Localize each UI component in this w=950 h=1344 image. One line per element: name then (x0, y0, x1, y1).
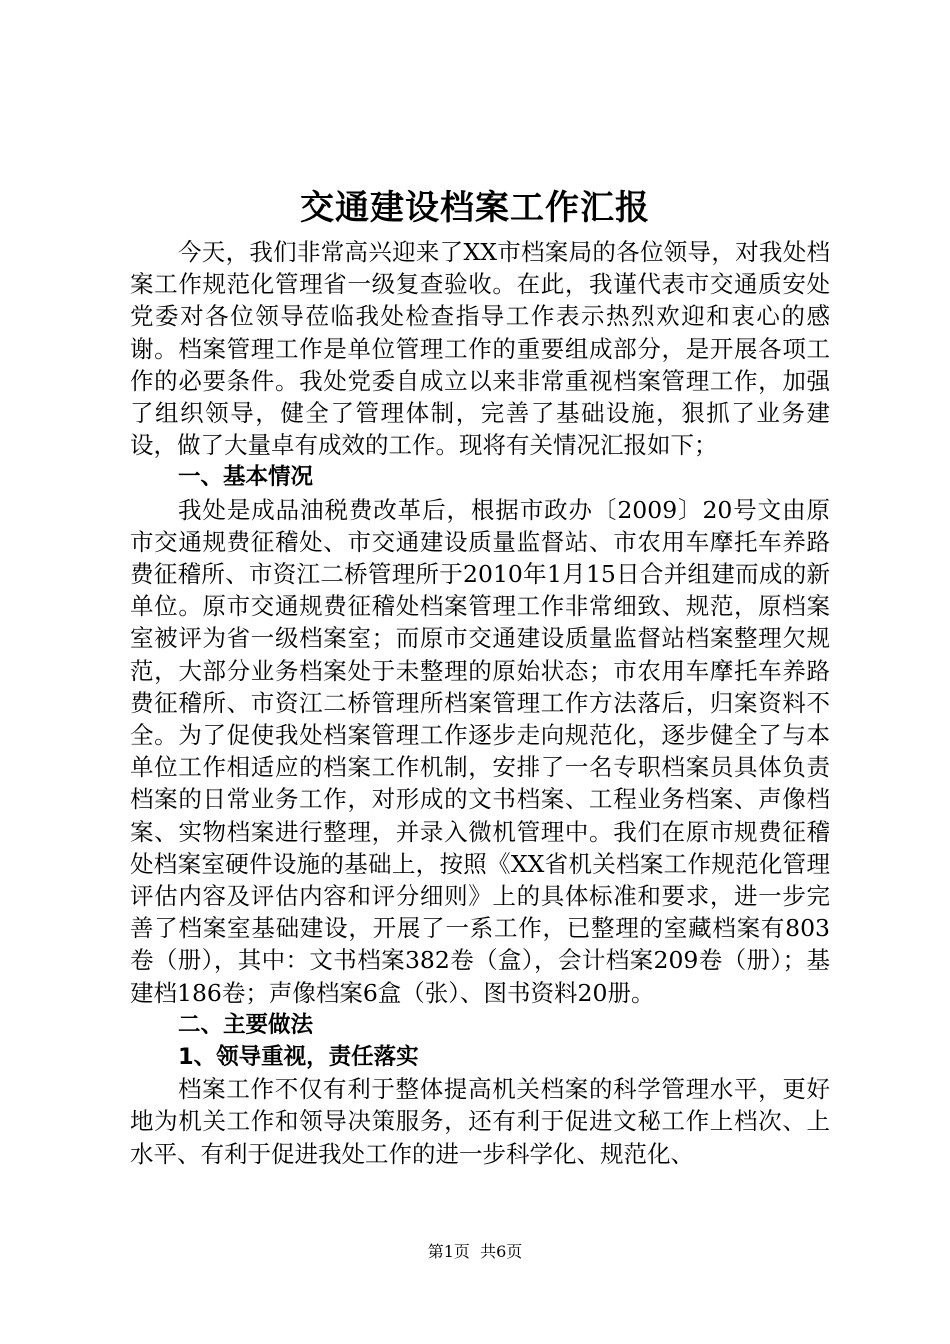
basic-situation-paragraph: 我处是成品油税费改革后，根据市政办〔2009〕20号文由原市交通规费征稽处、市交通建设质量监督站、市农用车摩托车养路费征稽所、市资江二桥管理所于2010年1月15日合并组建而成的新单位。原市交通规费征稽处档案管理工作非常细致、规范，原档案室被评为省一级档案室；而原市交通建设质量监督站档案整理欠规范，大部分业务档案处于未整理的原始状态；市农用车摩托车养路费征稽所、市资江二桥管理所档案管理工作方法落后，归案资料不全。为了促使我处档案管理工作逐步走向规范化，逐步健全了与本单位工作相适应的档案工作机制，安排了一名专职档案员具体负责档案的日常业务工作，对形成的文书档案、工程业务档案、声像档案、实物档案进行整理，并录入微机管理中。我们在原市规费征稽处档案室硬件设施的基础上，按照《XX省机关档案工作规范化管理评估内容及评估内容和评分细则》上的具体标准和要求，进一步完善了档案室基础建设，开展了一系工作，已整理的室藏档案有803卷（册），其中：文书档案382卷（盒），会计档案209卷（册）；基建档186卷；声像档案6盒（张）、图书资料20册。 (130, 495, 830, 1007)
page-total: 共6页 (480, 1242, 523, 1261)
document-body (130, 236, 830, 1170)
section-heading-basic-situation: 一、基本情况 (178, 464, 314, 491)
section-heading-main-practices: 二、主要做法 (178, 1011, 314, 1038)
document-title: 交通建设档案工作汇报 (300, 188, 650, 228)
page-footer (0, 1240, 950, 1264)
leadership-paragraph: 档案工作不仅有利于整体提高机关档案的科学管理水平，更好地为机关工作和领导决策服务，还有利于促进文秘工作上档次、上水平、有利于促进我处工作的进一步科学化、规范化、 (130, 1075, 830, 1168)
intro-paragraph: 今天，我们非常高兴迎来了XX市档案局的各位领导，对我处档案工作规范化管理省一级复查验收。在此，我谨代表市交通质安处党委对各位领导莅临我处检查指导工作表示热烈欢迎和衷心的感谢。档案管理工作是单位管理工作的重要组成部分，是开展各项工作的必要条件。我处党委自成立以来非常重视档案管理工作，加强了组织领导，健全了管理体制，完善了基础设施，狠抓了业务建设，做了大量卓有成效的工作。现将有关情况汇报如下； (130, 238, 830, 460)
page-number: 第1页 (427, 1242, 470, 1261)
subsection-heading-leadership: 1、领导重视，责任落实 (178, 1044, 419, 1071)
